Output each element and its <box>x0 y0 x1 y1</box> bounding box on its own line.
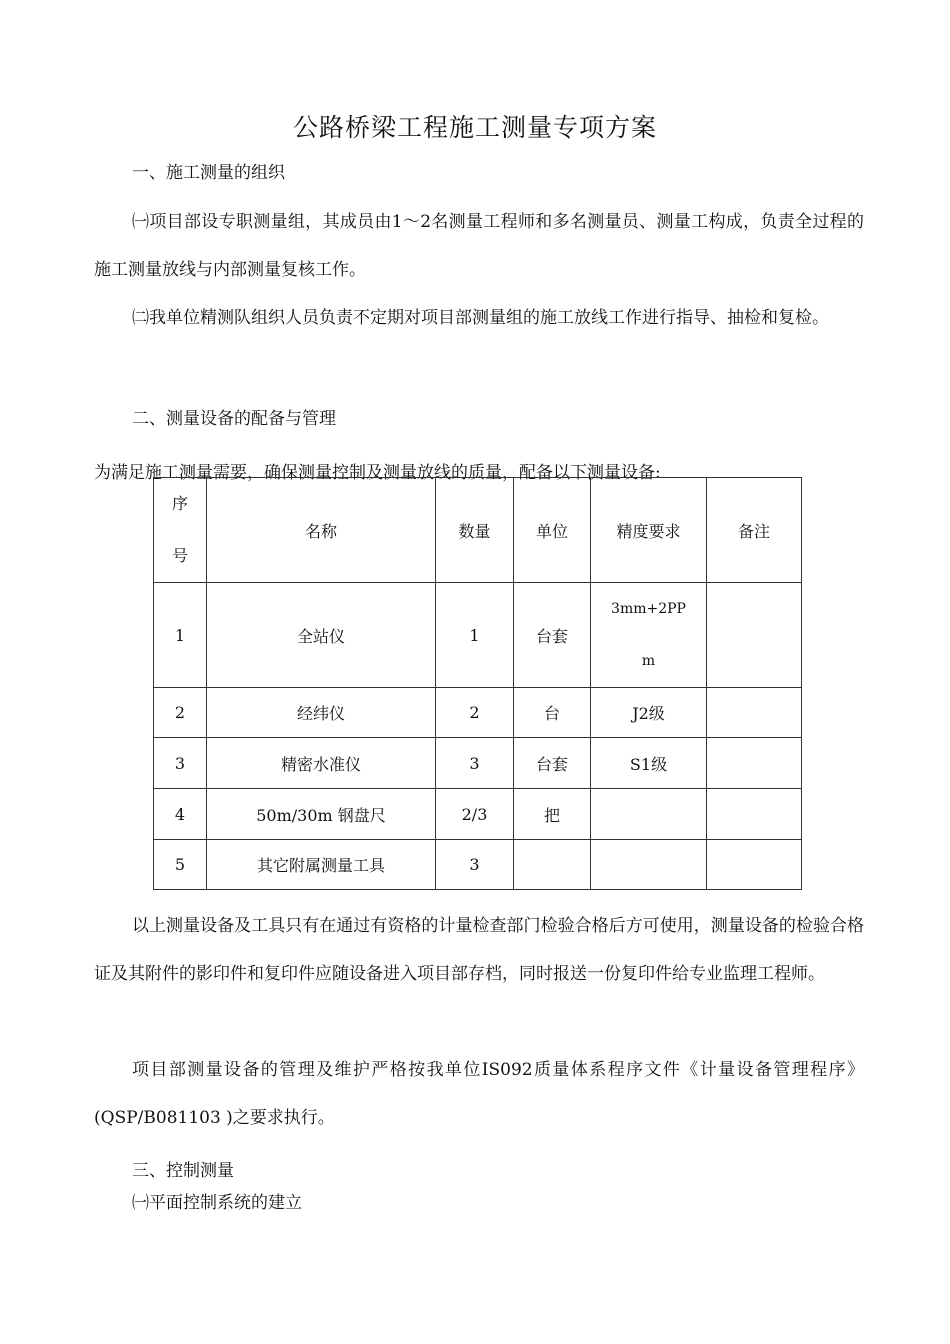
cell-precision <box>591 840 707 890</box>
cell-remark <box>707 688 802 738</box>
cell-precision: 3mm+2PP m <box>591 583 707 688</box>
header-remark: 备注 <box>707 478 802 583</box>
section-1-heading: 一、施工测量的组织 <box>132 163 285 183</box>
header-precision: 精度要求 <box>591 478 707 583</box>
table-row <box>154 840 802 890</box>
section-2-heading: 二、测量设备的配备与管理 <box>132 409 336 429</box>
cell-seq: 2 <box>154 688 207 738</box>
section-1-paragraph-2: ㈡我单位精测队组织人员负责不定期对项目部测量组的施工放线工作进行指导、抽检和复检。 <box>132 308 829 328</box>
cell-qty: 2/3 <box>436 789 514 840</box>
cell-unit: 台套 <box>514 738 591 789</box>
section-3-heading: 三、控制测量 <box>132 1161 234 1181</box>
cell-unit: 台 <box>514 688 591 738</box>
cell-seq: 1 <box>154 583 207 688</box>
header-unit: 单位 <box>514 478 591 583</box>
header-seq: 序 号 <box>154 478 207 583</box>
section-3-subheading-1: ㈠平面控制系统的建立 <box>132 1193 302 1213</box>
cell-seq: 3 <box>154 738 207 789</box>
cell-name: 经纬仪 <box>207 688 436 738</box>
cell-name: 50m/30m 钢盘尺 <box>207 789 436 840</box>
cell-remark <box>707 583 802 688</box>
document-title: 公路桥梁工程施工测量专项方案 <box>292 113 657 142</box>
cell-remark <box>707 738 802 789</box>
section-2-paragraph-1: 以上测量设备及工具只有在通过有资格的计量检查部门检验合格后方可使用，测量设备的检验合格证及其附件的影印件和复印件应随设备进入项目部存档，同时报送一份复印件给专业监理工程师。 <box>94 916 864 984</box>
cell-name: 精密水准仪 <box>207 738 436 789</box>
table-row <box>154 789 802 840</box>
cell-qty: 1 <box>436 583 514 688</box>
table-row <box>154 688 802 738</box>
table-row <box>154 583 802 688</box>
header-qty: 数量 <box>436 478 514 583</box>
cell-unit <box>514 840 591 890</box>
cell-qty: 2 <box>436 688 514 738</box>
cell-name: 全站仪 <box>207 583 436 688</box>
cell-name: 其它附属测量工具 <box>207 840 436 890</box>
equipment-table <box>153 477 802 890</box>
cell-remark <box>707 840 802 890</box>
cell-remark <box>707 789 802 840</box>
cell-qty: 3 <box>436 738 514 789</box>
cell-precision: J2级 <box>591 688 707 738</box>
cell-seq: 5 <box>154 840 207 890</box>
cell-unit: 把 <box>514 789 591 840</box>
cell-seq: 4 <box>154 789 207 840</box>
section-2-intro: 为满足施工测量需要，确保测量控制及测量放线的质量，配备以下测量设备: <box>94 463 661 483</box>
cell-qty: 3 <box>436 840 514 890</box>
cell-precision: S1级 <box>591 738 707 789</box>
cell-precision <box>591 789 707 840</box>
header-name: 名称 <box>207 478 436 583</box>
cell-unit: 台套 <box>514 583 591 688</box>
section-2-paragraph-2: 项目部测量设备的管理及维护严格按我单位IS092质量体系程序文件《计量设备管理程序》(QSP/B081103 )之要求执行。 <box>94 1060 864 1128</box>
table-header-row <box>154 478 802 583</box>
section-1-paragraph-1: ㈠项目部设专职测量组，其成员由1〜2名测量工程师和多名测量员、测量工构成，负责全过程的施工测量放线与内部测量复核工作。 <box>94 212 864 280</box>
table-row <box>154 738 802 789</box>
